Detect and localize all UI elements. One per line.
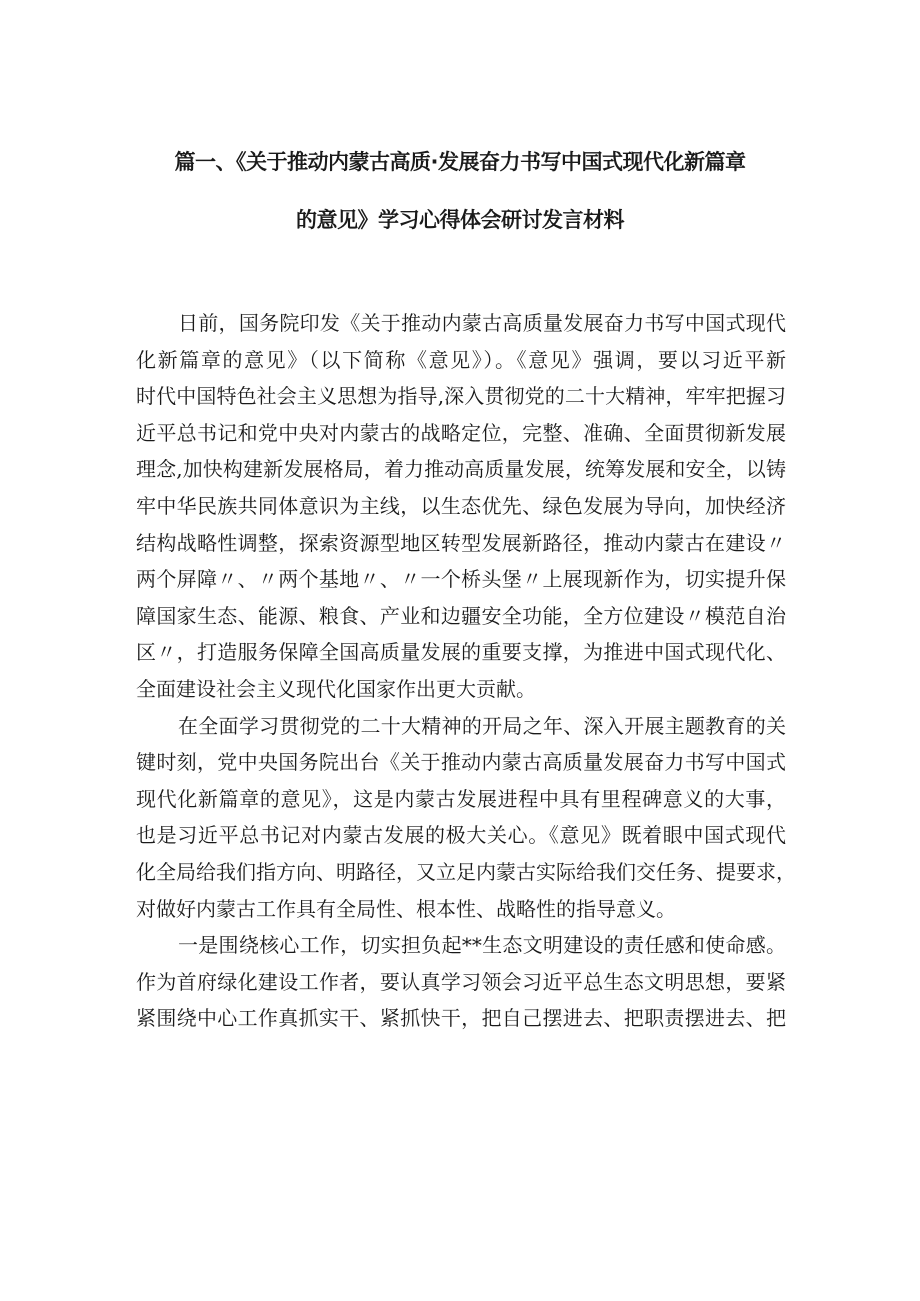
paragraph-line: 化全局给我们指方向、明路径，又立足内蒙古实际给我们交任务、提要求， bbox=[136, 859, 796, 884]
paragraph-line: 紧围绕中心工作真抓实干、紧抓快干，把自己摆进去、把职责摆进去、把 bbox=[136, 1006, 786, 1031]
paragraph-line: 日前，国务院印发《关于推动内蒙古高质量发展奋力书写中国式现代 bbox=[178, 311, 786, 335]
paragraph-line: 键时刻，党中央国务院出台《关于推动内蒙古高质量发展奋力书写中国式 bbox=[136, 750, 786, 775]
document-title-line-1: 篇一、《关于推动内蒙古高质·发展奋力书写中国式现代化新篇章 bbox=[174, 150, 746, 174]
paragraph-line: 一是围绕核心工作，切实担负起**生态文明建设的责任感和使命感。 bbox=[178, 933, 786, 958]
paragraph-2 bbox=[136, 708, 796, 928]
paragraph-line: 障国家生态、能源、粮食、产业和边疆安全功能，全方位建设〃模范自治 bbox=[136, 603, 786, 628]
document-title-line-2: 的意见》学习心得体会研讨发言材料 bbox=[296, 208, 624, 232]
paragraph-line: 现代化新篇章的意见》，这是内蒙古发展进程中具有里程碑意义的大事， bbox=[136, 786, 786, 811]
paragraph-line: 对做好内蒙古工作具有全局性、根本性、战略性的指导意义。 bbox=[136, 896, 676, 921]
paragraph-line: 全面建设社会主义现代化国家作出更大贡献。 bbox=[136, 676, 536, 701]
paragraph-line: 时代中国特色社会主义思想为指导,深入贯彻党的二十大精神，牢牢把握习 bbox=[136, 384, 786, 409]
paragraph-line: 结构战略性调整，探索资源型地区转型发展新路径，推动内蒙古在建设〃 bbox=[136, 530, 786, 555]
paragraph-line: 在全面学习贯彻党的二十大精神的开局之年、深入开展主题教育的关 bbox=[178, 713, 786, 738]
paragraph-line: 作为首府绿化建设工作者，要认真学习领会习近平总生态文明思想，要紧 bbox=[136, 969, 786, 994]
paragraph-line: 近平总书记和党中央对内蒙古的战略定位，完整、准确、全面贯彻新发展 bbox=[136, 420, 786, 445]
paragraph-line: 两个屏障〃、〃两个基地〃、〃一个桥头堡〃上展现新作为，切实提升保 bbox=[136, 567, 786, 592]
document-body bbox=[136, 305, 796, 1037]
paragraph-3 bbox=[136, 927, 786, 1037]
paragraph-1 bbox=[136, 305, 786, 708]
paragraph-line: 化新篇章的意见》（以下简称《意见》）。《意见》强调，要以习近平新 bbox=[136, 347, 786, 372]
paragraph-line: 也是习近平总书记对内蒙古发展的极大关心。《意见》既着眼中国式现代 bbox=[136, 823, 786, 848]
paragraph-line: 理念,加快构建新发展格局，着力推动高质量发展，统筹发展和安全，以铸 bbox=[136, 457, 786, 482]
paragraph-line: 区〃，打造服务保障全国高质量发展的重要支撑，为推进中国式现代化、 bbox=[136, 640, 786, 665]
paragraph-line: 牢中华民族共同体意识为主线，以生态优先、绿色发展为导向，加快经济 bbox=[136, 493, 786, 518]
